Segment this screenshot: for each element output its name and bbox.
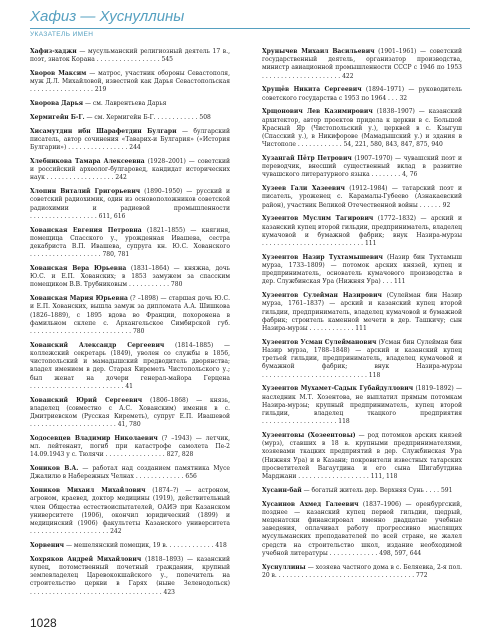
- index-entry: [262, 385, 462, 426]
- index-entry: [30, 48, 230, 64]
- entry-page-refs: . . . . . . 92: [417, 201, 451, 209]
- index-entry: [262, 564, 462, 580]
- index-entry: [262, 48, 462, 81]
- entry-headword: Хованская Вера Юрьевна: [30, 265, 127, 273]
- entry-description: (? –1898) — старшая дочь Ю.С. и Е.П. Хованских, вышла замуж за дипломата А.А. Шишкова (1826–1889), с 1895 вдова во Франции, похоронена в фамильном склепе с. Архангельское Симбирской губ.: [30, 295, 230, 327]
- entry-page-refs: . . . . . . . . . . . . 54, 221, 580, 843, 847, 875, 940: [295, 141, 443, 149]
- index-entry: [262, 108, 462, 149]
- entry-description: (Усман бин Сулейман бин Назир мурза, 1788–1848) — арский и казанский купец третьей гильдии, предприниматель, владелец кумачовой и бумажной фабрик; внук Назира-мурзы: [262, 338, 462, 371]
- entry-page-refs: . . . . . . . . 4, 76: [369, 171, 418, 179]
- entry-page-refs: . . . . . . . . . . . . . 498, 597, 644: [327, 549, 422, 557]
- page-number: 1028: [30, 616, 57, 630]
- entry-page-refs: . . . . . . . . . . . . . . . . . . . . . . . . . . . 780: [30, 328, 145, 336]
- entry-description: — род потомков арских князей (мурз), ставших в 18 в. крупными предпринимателями, хозяевами ткацких предприятий в дер. Службинская Ура (Нижняя Ура) и в Казани; покровители известных татарских просветителей Вагаутдина и его сына Шигабутдина Марджани: [262, 432, 462, 481]
- page-header: [30, 8, 470, 38]
- entry-headword: Хузеентов Муслим Тагирович: [262, 215, 374, 223]
- entry-description: (Назир бин Тухтамыш мурза, 1733–1809) — потомок арских князей, купец и предприниматель, основатель кумачового производства в дер. Службинская Уpa (Нижняя Ура): [262, 253, 462, 286]
- entry-page-refs: . . . . . . . . . . . 508: [155, 114, 211, 121]
- entry-description: — мусульманский религиозный деятель 17 в., поэт, знаток Корана: [30, 48, 230, 64]
- index-entry: [30, 100, 230, 108]
- index-entry: [30, 556, 230, 597]
- entry-headword: Хрущёв Никита Сергеевич: [262, 86, 362, 94]
- entry-page-refs: . . . . . . . . . . . . 111: [307, 325, 367, 333]
- entry-headword: Хворова Дарья: [30, 100, 84, 108]
- entry-description: — богатый житель дер. Верхняя Сунь: [301, 486, 424, 494]
- entry-page-refs: . . . . . . . . . . . . . . . . . . . . 118: [262, 418, 350, 426]
- entry-headword: Хузангай Пётр Петрович: [262, 155, 352, 163]
- entry-headword: Хермигейн Б-Г.: [30, 114, 85, 121]
- entry-page-refs: . . . . . . . . . . . . . . . . . 219: [30, 86, 107, 94]
- entry-headword: Хрщонович Лев Казимирович: [262, 108, 373, 116]
- entry-headword: Ходосевцев Владимир Николаевич: [30, 435, 158, 443]
- entry-description: (1838–1907) — казанский архитектор, автор проектов придела к церкви в с. Большой Красный Яр (Чистопольский у.), церквей в с. Кзыгуш (Спасский у.), в Никифорове (Мамадышский у.) и здания в Чистополе: [262, 108, 462, 149]
- entry-description: (1814–1885) — коллежский секретарь (1849), уволен со службы в 1856, чистопольский и мамадышский предводитель дворянства; владел имением в дер. Старая Киреметь Чистопольского у.; был женат на дочери генерал-майора Герцена: [30, 341, 230, 382]
- entry-headword: Хворов Максим: [30, 70, 87, 77]
- entry-headword: Хусаинов Ахмед Галеевич: [262, 500, 359, 508]
- index-entry: [262, 501, 462, 558]
- index-column-right: [262, 48, 462, 586]
- entry-page-refs: . . . . . . . . . . . . . . . . . . . . . . . . . 41: [30, 382, 133, 390]
- entry-page-refs: . . . . . . . . . . . 780: [127, 281, 183, 289]
- index-entry: [30, 114, 230, 122]
- index-entry: [262, 86, 462, 102]
- entry-description: (Сулейман бин Назир мурза, 1761–1837) — арский и казанский купец второй гильдии, предприниматель, владелец кумачовой и бумажной фабрик; строитель каменной мечети в дер. Ташкичу; сын Назира-мурзы: [262, 292, 462, 333]
- entry-page-refs: . . . . . . . . . . . . . . . . 827, 828: [103, 451, 194, 459]
- entry-description: (1806–1868) — князь, владелец (совместно с А.С. Хованским) имения в с. Дмитриевском (Русская Киреметь), супруг Е.П. Ивашевой: [30, 396, 230, 421]
- index-entry: [30, 188, 230, 221]
- entry-description: (1901–1961) — советский государственный деятель, организатор производства, министр авиационной промышленности СССР с 1946 по 1953: [262, 48, 462, 72]
- running-head-subtitle: УКАЗАТЕЛЬ ИМЕН: [30, 31, 94, 38]
- entry-page-refs: . . . . . . . . . . . . 418: [167, 542, 227, 550]
- entry-description: (1772–1832) — арский и казанский купец второй гильдии, предприниматель, владелец кумачовой и бумажной фабрик; внук Назира-мурзы: [262, 215, 462, 239]
- entry-description: — матрос, участник обороны Севастополя, муж Д.Л. Михайловой, известной как Дарья Севастопольская: [30, 70, 230, 86]
- index-entry: [30, 265, 230, 290]
- index-entry: [262, 432, 462, 481]
- entry-headword: Хузеентовы (Хозеентовы): [262, 432, 356, 440]
- index-entry: [30, 342, 230, 391]
- entry-headword: Хусаин-бай: [262, 486, 302, 494]
- entry-description: (1912–1984) — татарский поэт и писатель, уроженец с. Карамалы-Губеево (Азнакаевский район), участник Великой Отечественной войны: [262, 185, 462, 209]
- index-entry: [30, 227, 230, 260]
- entry-headword: Хованская Евгения Петровна: [30, 226, 142, 234]
- entry-page-refs: . . . . 591: [423, 486, 453, 494]
- entry-description: — см. Хермигейн Б-Г.: [84, 114, 156, 121]
- entry-headword: Хоников В.А.: [30, 465, 79, 473]
- index-column-left: [30, 48, 230, 602]
- header-rule: [30, 28, 470, 29]
- index-entry: [262, 487, 462, 495]
- entry-description: — работал над созданием памятника Мусе Джалилю в Набережных Челнах: [30, 465, 230, 481]
- entry-page-refs: . . . . . . . . . . . . . . . . . . . . . . . 41, 780: [30, 421, 141, 429]
- entry-description: (1894–1971) — руководитель советского государства с 1953 по 1964: [262, 86, 462, 102]
- entry-headword: Хлебникова Тамара Алексеевна: [30, 158, 145, 165]
- entry-description: (1837–1906) — оренбургский, позднее — казанский купец первой гильдии, щедрый, меценатски финансировал именно двадцатые учебные заведения, оплачивал работу прогрессивно мыслящих мусульманских преподавателей по всей стране, не жалел средств на строительство школ, издание необходимой учебной литературы: [262, 500, 462, 557]
- entry-page-refs: . . . 111: [380, 278, 406, 286]
- running-head-title: Хафиз — Хуснуллины: [30, 8, 185, 25]
- entry-headword: Хованский Юрий Сергеевич: [30, 396, 143, 404]
- entry-headword: Хрунычев Михаил Васильевич: [262, 48, 375, 55]
- index-entry: [262, 339, 462, 380]
- entry-headword: Хованская Мария Юрьевна: [30, 295, 128, 303]
- entry-description: — мешелянский помещик, 19 в.: [64, 542, 168, 550]
- entry-headword: Хуснуллины: [262, 563, 306, 571]
- entry-headword: Хорвенич: [30, 542, 65, 550]
- index-entry: [30, 465, 230, 481]
- entry-headword: Хованский Александр Сергеевич: [30, 341, 165, 349]
- entry-headword: Хузеев Гали Хазеевич: [262, 185, 345, 193]
- entry-description: (1907–1970) — чувашский поэт и переводчик, внесший существенный вклад в развитие чувашского литературного языка: [262, 155, 463, 179]
- entry-headword: Хафиз-хаджи: [30, 48, 77, 55]
- index-entry: [262, 215, 462, 248]
- index-entry: [262, 292, 462, 333]
- entry-page-refs: . . . . . . . . . . . . . . . . . 545: [94, 56, 174, 64]
- index-entry: [30, 542, 230, 550]
- entry-page-refs: . . . . . . . . . . . . . . . . 244: [66, 144, 141, 152]
- entry-description: (1874–?) — астроном, агроном, краевед, доктор медицины (1919), действительный член Общества естествоиспытателей, ОАИЭ при Казанском университете (1906), окончил юридический (1899) и медицинский (1906) факультеты Казанского университета: [30, 487, 230, 528]
- index-entry: [262, 155, 462, 180]
- entry-page-refs: . . . . . . . . . . . . . . . . . . . 780, 781: [30, 251, 130, 259]
- entry-page-refs: . . . . . . . . . . . . . 656: [133, 473, 197, 481]
- entry-page-refs: . . . . . . . . . . . . . . . . . . 242: [44, 174, 127, 182]
- entry-page-refs: . . . . . . . . . . . . . . . . . . . . . . . . . . . . 118: [262, 371, 381, 379]
- index-entry: [30, 295, 230, 336]
- entry-page-refs: . . . . . . . . . . . . . . . . . . . . . . . . . . . . . . . . . . . . 772: [276, 571, 428, 579]
- index-entry: [262, 254, 462, 287]
- index-entry: [262, 185, 462, 210]
- entry-headword: Хузеентов Назир Тухтамышевич: [262, 253, 383, 261]
- entry-page-refs: . . . . . . . . . . . . . . . . . . 611, 616: [30, 212, 126, 220]
- entry-headword: Хлопин Виталий Григорьевич: [30, 188, 141, 196]
- entry-page-refs: . . . . . . . . . . . . . . . . . . . 111, 118: [296, 473, 398, 481]
- entry-description: (1890–1950) — русский и советский радиохимик, один из основоположников советской радиохимии и радиевой промышленности: [30, 188, 230, 212]
- entry-headword: Хохряков Андрей Михайлович: [30, 555, 142, 563]
- entry-description: (1928–2001) — советский и российский археолог-булгаровед, кандидат исторических наук: [30, 158, 230, 182]
- entry-headword: Хоников Михаил Михайлович: [30, 487, 146, 495]
- entry-page-refs: . . . 32: [386, 94, 408, 102]
- entry-page-refs: . . . . . . . . . . . . . . . . . . . . . . . . . . . . . . . . . . . 423: [30, 588, 175, 596]
- index-entry: [30, 158, 230, 183]
- index-entry: [30, 128, 230, 153]
- index-entry: [30, 435, 230, 460]
- entry-page-refs: . . . . . . . . . . . . . . . . . . . . . 422: [262, 72, 354, 80]
- entry-description: — см. Лаврентьева Дарья: [83, 100, 167, 108]
- entry-headword: Хузеентов Сулейман Назирович: [262, 292, 382, 300]
- index-entry: [30, 397, 230, 430]
- entry-description: (1818–1893) — казанский купец, потомственный почетный гражданин, крупный землевладелец Царевококшайского у., попечитель на строительство церкви в Гарях (ныне Зеленодольск): [30, 555, 230, 588]
- entry-page-refs: . . . . . . . . . . . . . . . . . . . . . 242: [30, 528, 122, 536]
- index-entry: [30, 487, 230, 536]
- entry-description: (1821–1855) — княгиня, помещица Спасского у., урожденная Ивашева, сестра декабриста В.П. Ивашева, супруга кн. Ю.С. Хованского: [30, 226, 231, 251]
- entry-page-refs: . . . . . . . . . . . . . . . . . . . . . . . . . . . 111: [262, 240, 377, 248]
- entry-description: (1831–1864) — княжна, дочь Ю.С. и Е.П. Хованских; в 1853 замужем за спасским помещиком В.В. Трубниковым: [30, 265, 230, 289]
- entry-headword: Хузеентов Мухамет-Садык Губайдуллович: [262, 385, 414, 393]
- entry-description: (? –1943) — летчик, мл. лейтенант, погиб при катастрофе самолета Пе-2 14.09.1943 у с. Тюлячи: [30, 435, 230, 459]
- entry-headword: Хузеентов Усман Сулейманович: [262, 338, 377, 346]
- index-entry: [30, 70, 230, 95]
- entry-headword: Хисамутдин ибн Шарафетдин Булгари: [30, 127, 177, 135]
- entry-description: — хозяева частного дома в с. Беляевка, 2-я пол. 20 в.: [262, 563, 462, 579]
- entry-description: (1819–1892) — наследник М.Т. Хозентова, не выплатил прямым потомкам Назира-мурзы; крупный предприниматель, купец второй гильдии, владелец ткацкого предприятия: [262, 385, 462, 418]
- entry-description: — булгарский писатель, автор сочинения «Таварих-и Булгария» («История Булгарии»): [30, 127, 230, 152]
